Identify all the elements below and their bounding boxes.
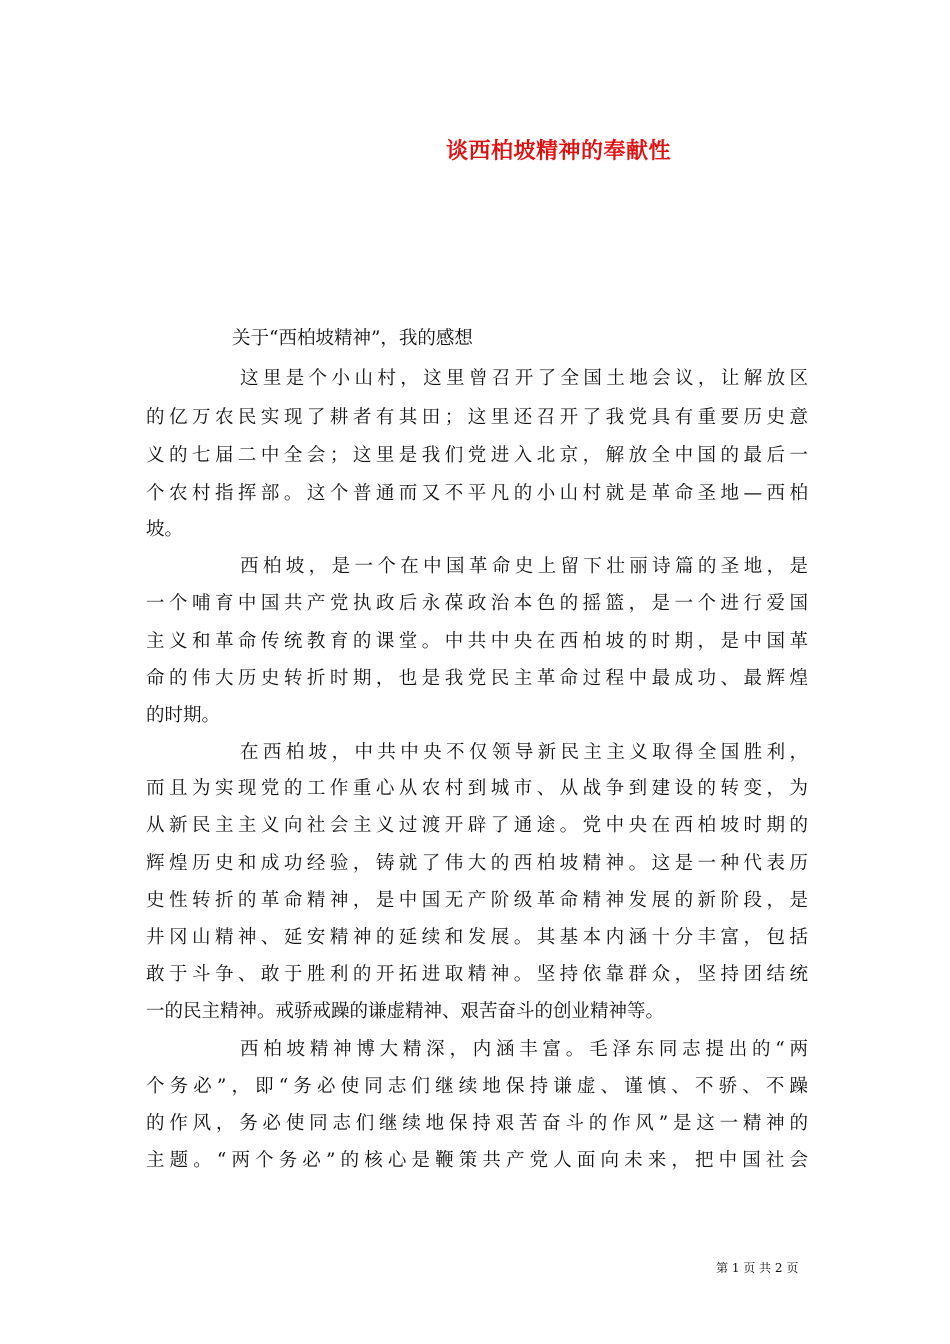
paragraph-1-line-1: 这里是个小山村，这里曾召开了全国土地会议，让解放区 [240, 368, 808, 389]
document-title: 谈西柏坡精神的奉献性 [446, 138, 672, 164]
paragraph-3-line-3: 从新民主主义向社会主义过渡开辟了通途。党中央在西柏坡时期的 [146, 815, 808, 836]
paragraph-3-line-7: 敢于斗争、敢于胜利的开拓进取精神。坚持依靠群众，坚持团结统 [146, 964, 808, 985]
paragraph-4-line-3: 的作风，务必使同志们继续地保持艰苦奋斗的作风”是这一精神的 [146, 1113, 808, 1134]
paragraph-4-line-4: 主题。“两个务必”的核心是鞭策共产党人面向未来，把中国社会 [146, 1150, 808, 1171]
paragraph-3-line-5: 史性转折的革命精神，是中国无产阶级革命精神发展的新阶段，是 [146, 890, 808, 911]
paragraph-1-line-4: 个农村指挥部。这个普通而又不平凡的小山村就是革命圣地—西柏 [146, 483, 808, 504]
paragraph-2-line-4: 命的伟大历史转折时期，也是我党民主革命过程中最成功、最辉煌 [146, 668, 808, 689]
paragraph-1-line-3: 义的七届二中全会；这里是我们党进入北京，解放全中国的最后一 [146, 445, 808, 466]
paragraph-2-line-3: 主义和革命传统教育的课堂。中共中央在西柏坡的时期，是中国革 [146, 631, 808, 652]
document-subtitle: 关于“西柏坡精神”，我的感想 [232, 328, 473, 349]
paragraph-3-line-2: 而且为实现党的工作重心从农村到城市、从战争到建设的转变，为 [146, 778, 808, 799]
paragraph-2-line-5: 的时期。 [146, 705, 221, 726]
paragraph-2-line-1: 西柏坡，是一个在中国革命史上留下壮丽诗篇的圣地，是 [240, 556, 808, 577]
paragraph-2-line-2: 一个哺育中国共产党执政后永葆政治本色的摇篮，是一个进行爱国 [146, 593, 808, 614]
paragraph-4-line-1: 西柏坡精神博大精深，内涵丰富。毛泽东同志提出的“两 [240, 1039, 808, 1060]
paragraph-1-line-2: 的亿万农民实现了耕者有其田；这里还召开了我党具有重要历史意 [146, 407, 808, 428]
paragraph-4-line-2: 个务必”，即“务必使同志们继续地保持谦虚、谨慎、不骄、不躁 [146, 1076, 808, 1097]
paragraph-1-line-5: 坡。 [146, 519, 184, 540]
paragraph-3-line-6: 井冈山精神、延安精神的延续和发展。其基本内涵十分丰富，包括 [146, 927, 808, 948]
page-number: 第 1 页 共 2 页 [716, 1261, 799, 1275]
paragraph-3-line-8: 一的民主精神。戒骄戒躁的谦虚精神、艰苦奋斗的创业精神等。 [146, 1001, 665, 1022]
paragraph-3-line-1: 在西柏坡，中共中央不仅领导新民主主义取得全国胜利， [240, 742, 808, 763]
paragraph-3-line-4: 辉煌历史和成功经验，铸就了伟大的西柏坡精神。这是一种代表历 [146, 853, 808, 874]
